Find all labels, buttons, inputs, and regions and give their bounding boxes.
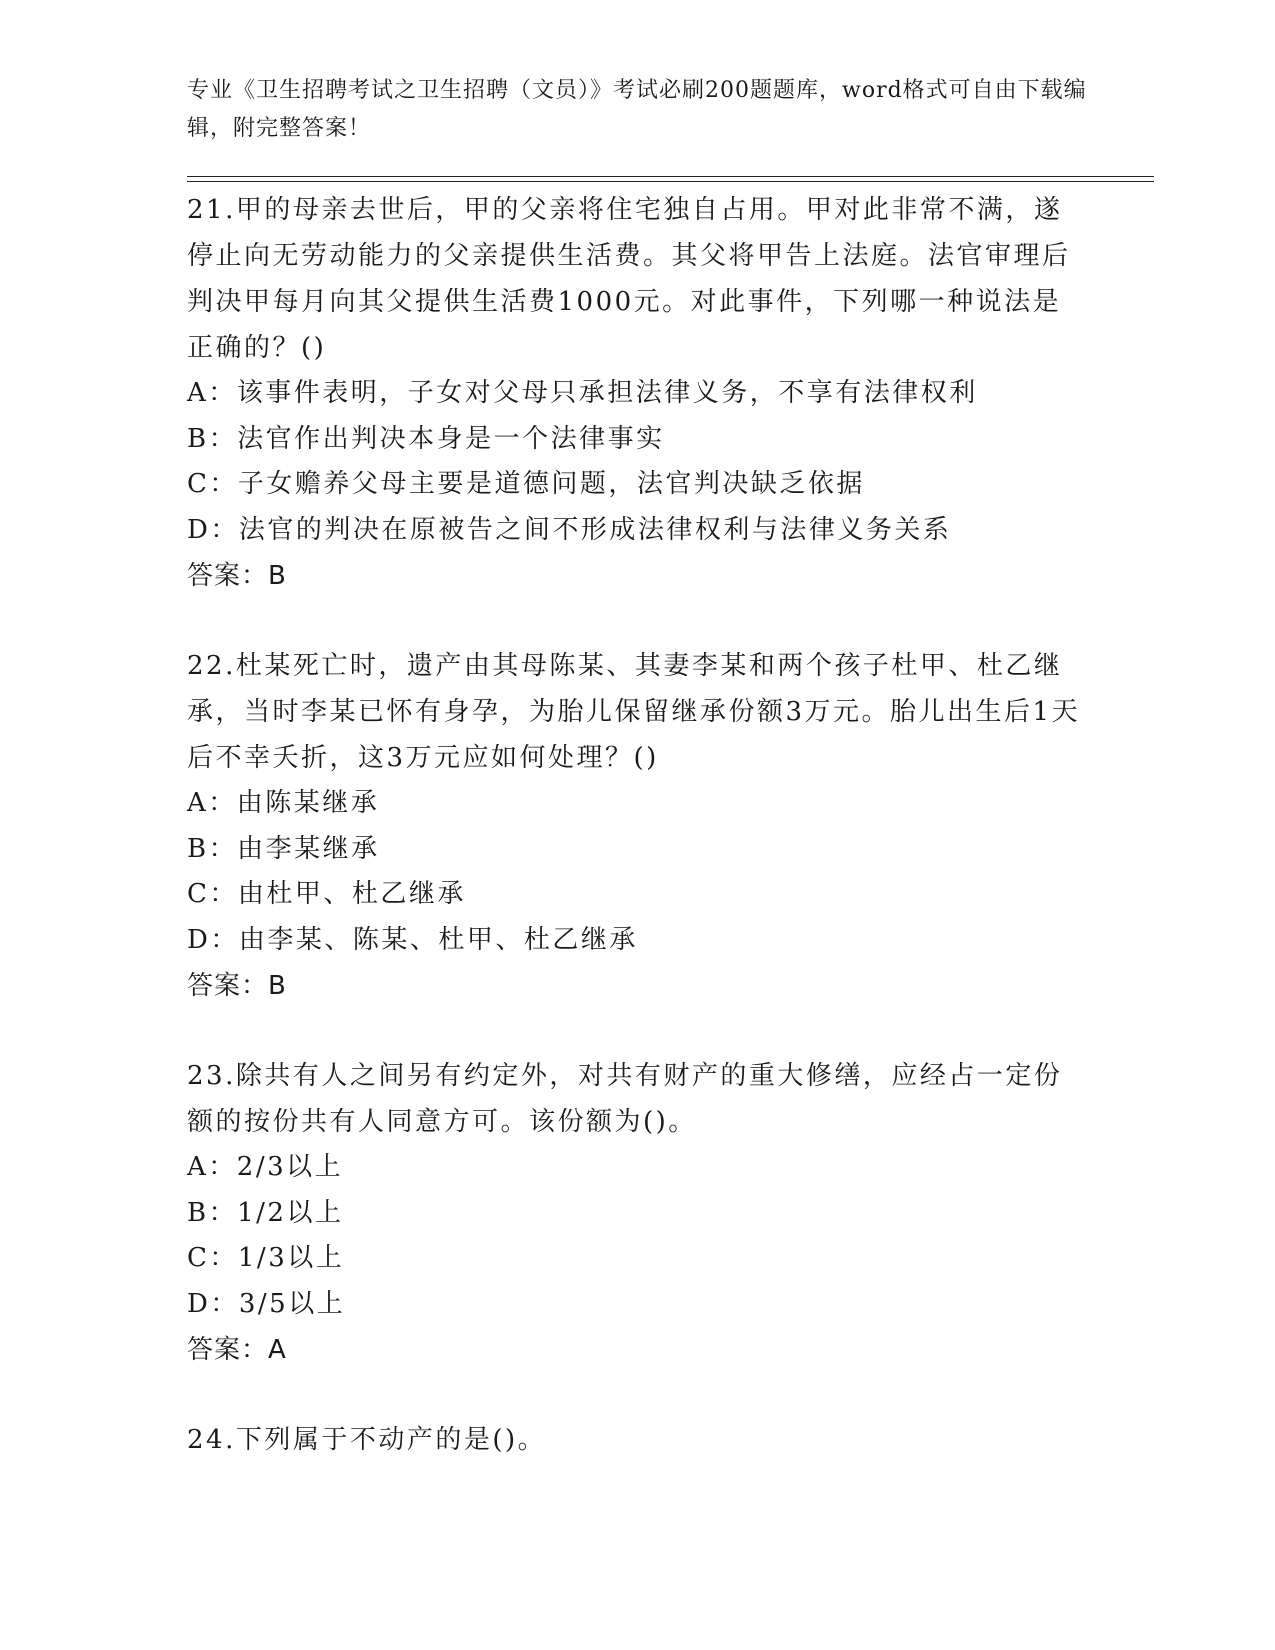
option-d: D：法官的判决在原被告之间不形成法律权利与法律义务关系 bbox=[187, 514, 952, 545]
answer-line: 答案：B bbox=[187, 561, 287, 591]
header-divider-top bbox=[187, 176, 1154, 177]
option-a: A：该事件表明，子女对父母只承担法律义务，不享有法律权利 bbox=[187, 378, 978, 408]
option-b: B：法官作出判决本身是一个法律事实 bbox=[187, 423, 665, 454]
question-21 bbox=[187, 187, 1087, 599]
question-stem: 24.下列属于不动产的是()。 bbox=[187, 1425, 547, 1455]
question-list bbox=[187, 187, 1087, 1463]
answer-line: 答案：A bbox=[187, 1335, 287, 1365]
document-header: 专业《卫生招聘考试之卫生招聘（文员）》考试必刷200题题库，word格式可自由下载编辑，附完整答案！ bbox=[187, 78, 1087, 141]
question-24 bbox=[187, 1417, 1087, 1463]
header-divider-bottom bbox=[187, 181, 1154, 182]
option-b: B：由李某继承 bbox=[187, 833, 380, 864]
question-22 bbox=[187, 643, 1087, 1009]
question-spacer bbox=[187, 1009, 1087, 1053]
answer-line: 答案：B bbox=[187, 971, 287, 1001]
question-stem: 22.杜某死亡时，遗产由其母陈某、其妻李某和两个孩子杜甲、杜乙继承，当时李某已怀有身孕，为胎儿保留继承份额3万元。胎儿出生后1天后不幸夭折，这3万元应如何处理？() bbox=[187, 651, 1081, 773]
question-stem: 21.甲的母亲去世后，甲的父亲将住宅独自占用。甲对此非常不满，遂停止向无劳动能力的父亲提供生活费。其父将甲告上法庭。法官审理后判决甲每月向其父提供生活费1000元。对此事件，下列哪一种说法是正确的？() bbox=[187, 195, 1071, 363]
option-d: D：3/5以上 bbox=[187, 1288, 346, 1319]
option-a: A：2/3以上 bbox=[187, 1152, 344, 1182]
option-b: B：1/2以上 bbox=[187, 1197, 344, 1228]
question-stem: 23.除共有人之间另有约定外，对共有财产的重大修缮，应经占一定份额的按份共有人同意方可。该份额为()。 bbox=[187, 1061, 1063, 1137]
option-c: C：1/3以上 bbox=[187, 1243, 345, 1273]
option-a: A：由陈某继承 bbox=[187, 788, 380, 818]
question-spacer bbox=[187, 599, 1087, 643]
question-23 bbox=[187, 1053, 1087, 1373]
option-c: C：子女赡养父母主要是道德问题，法官判决缺乏依据 bbox=[187, 469, 865, 499]
option-d: D：由李某、陈某、杜甲、杜乙继承 bbox=[187, 924, 638, 955]
question-spacer bbox=[187, 1373, 1087, 1417]
option-c: C：由杜甲、杜乙继承 bbox=[187, 879, 466, 909]
